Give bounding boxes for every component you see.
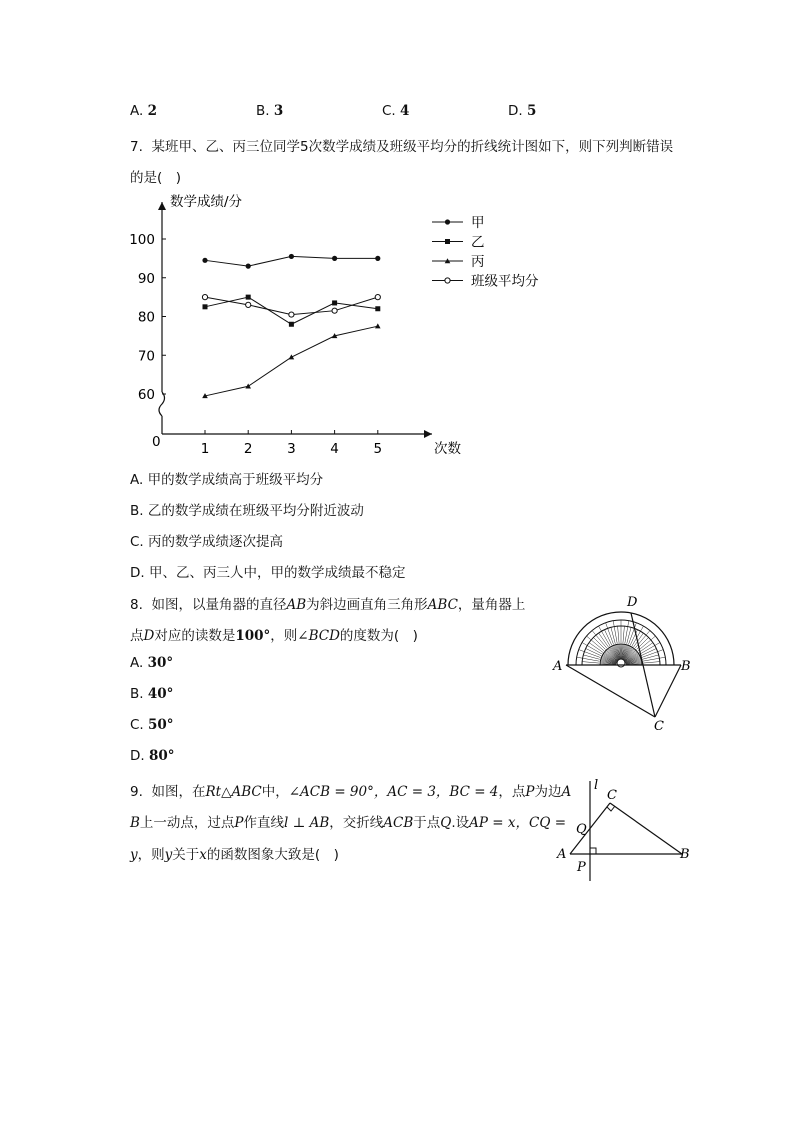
- origin-label: 0: [152, 434, 161, 450]
- label-a: A: [557, 847, 567, 862]
- q8-option-c: C. 50°: [130, 717, 174, 733]
- data-point: [375, 295, 380, 300]
- protractor-tick: [640, 643, 660, 655]
- x-tick-label: 3: [287, 441, 296, 457]
- q9-triangle-figure: [552, 775, 702, 885]
- q7-line-chart: [125, 192, 565, 462]
- data-point: [246, 295, 251, 300]
- y-axis-label: 数学成绩/分: [170, 194, 243, 210]
- protractor-tick: [625, 621, 629, 644]
- data-point: [245, 383, 251, 388]
- series-1: [202, 254, 380, 269]
- y-tick-label: 70: [137, 348, 155, 365]
- y-axis-break: [159, 392, 165, 416]
- protractor-tick: [582, 662, 599, 663]
- data-point: [246, 302, 251, 307]
- x-tick-label: 4: [330, 441, 339, 457]
- legend-item: [432, 215, 485, 231]
- legend-marker: [445, 278, 450, 283]
- protractor-tick: [643, 657, 666, 661]
- q6-option-a: A. 2: [130, 103, 157, 119]
- q8-option-a: A. 30°: [130, 655, 174, 671]
- y-tick-label: 60: [137, 387, 155, 403]
- x-axis-arrow: [424, 430, 432, 438]
- q8-option-d: D. 80°: [130, 748, 175, 764]
- data-point: [375, 256, 380, 261]
- protractor-tick: [642, 650, 664, 658]
- q7-option-a: A. 甲的数学成绩高于班级平均分: [130, 472, 324, 488]
- data-point: [289, 254, 294, 259]
- q9-stem-line2: B上一动点，过点P作直线l ⊥ AB，交折线ACB于点Q.设AP = x，CQ =: [130, 815, 567, 831]
- legend-marker: [445, 239, 450, 244]
- q7-stem-line2: 的是( ): [130, 170, 182, 186]
- series-3: [202, 323, 380, 398]
- protractor-tick: [618, 626, 619, 643]
- series-2: [203, 295, 381, 327]
- series-line: [205, 297, 378, 324]
- y-tick-label: 100: [129, 232, 155, 248]
- right-angle-mark-p: [590, 848, 596, 854]
- legend-item: [432, 274, 539, 290]
- label-l: l: [594, 778, 599, 793]
- data-point: [202, 295, 207, 300]
- data-point: [375, 306, 380, 311]
- x-axis-label: 次数: [434, 441, 461, 457]
- right-angle-mark-c: [607, 806, 615, 811]
- protractor-tick: [623, 626, 624, 643]
- data-point: [203, 304, 208, 309]
- legend-label: 甲: [471, 215, 485, 231]
- label-q: Q: [576, 822, 587, 837]
- protractor-tick: [606, 623, 614, 645]
- protractor-tick: [582, 643, 602, 655]
- segment-cb: [610, 803, 682, 854]
- segment-bc: [655, 665, 681, 717]
- legend-marker: [445, 219, 450, 224]
- legend-item: [432, 235, 485, 251]
- x-tick-label: 1: [200, 441, 210, 457]
- q7-option-d: D. 甲、乙、丙三人中，甲的数学成绩最不稳定: [130, 565, 406, 581]
- label-p: P: [577, 860, 586, 875]
- data-point: [289, 312, 294, 317]
- y-axis-arrow: [158, 202, 166, 210]
- q8-stem-line2: 点D对应的读数是100°，则∠BCD的度数为( ): [130, 628, 418, 644]
- data-point: [289, 354, 295, 359]
- segment-ac: [566, 665, 655, 717]
- legend-item: [432, 254, 485, 270]
- protractor-tick: [587, 636, 605, 651]
- protractor-tick: [599, 626, 611, 646]
- data-point: [375, 323, 381, 328]
- protractor-tick: [577, 657, 600, 661]
- data-point: [246, 264, 251, 269]
- label-c: C: [654, 719, 664, 734]
- data-point: [332, 256, 337, 261]
- q8-option-b: B. 40°: [130, 686, 174, 702]
- protractor-tick: [592, 631, 607, 649]
- q7-stem-text: 某班甲、乙、丙三位同学5次数学成绩及班级平均分的折线统计图如下，则下列判断错误: [151, 139, 674, 155]
- q8-stem-line1: 8. 如图，以量角器的直径AB为斜边画直角三角形ABC，量角器上: [130, 597, 526, 613]
- y-tick-label: 80: [137, 309, 155, 326]
- q7-number: 7.: [130, 139, 143, 155]
- q6-option-c: C. 4: [382, 103, 410, 119]
- label-d: D: [627, 595, 638, 610]
- q8-protractor-figure: [548, 592, 708, 742]
- q7-stem-line1: [130, 135, 673, 155]
- protractor-center-hole: [617, 659, 625, 667]
- label-c: C: [607, 788, 617, 803]
- q7-option-b: B. 乙的数学成绩在班级平均分附近波动: [130, 503, 364, 519]
- label-b: B: [680, 847, 690, 862]
- label-b: B: [681, 659, 691, 674]
- protractor-tick: [643, 662, 660, 663]
- q9-stem-line3: y，则y关于x的函数图象大致是( ): [130, 847, 339, 863]
- x-tick-label: 5: [373, 441, 383, 457]
- q7-option-c: C. 丙的数学成绩逐次提高: [130, 534, 284, 550]
- data-point: [202, 258, 207, 263]
- protractor-tick: [638, 636, 656, 651]
- series-line: [205, 326, 378, 396]
- protractor-tick: [579, 650, 601, 658]
- y-tick-label: 90: [137, 270, 155, 287]
- data-point: [332, 308, 337, 313]
- legend-label: 班级平均分: [471, 273, 539, 290]
- legend-label: 乙: [471, 234, 485, 251]
- x-tick-label: 2: [243, 441, 253, 457]
- label-a: A: [553, 659, 563, 674]
- data-point: [332, 300, 337, 305]
- data-point: [289, 322, 294, 327]
- protractor-tick: [613, 621, 617, 644]
- legend-label: 丙: [471, 254, 485, 270]
- q9-stem-line1: 9. 如图，在Rt△ABC中，∠ACB = 90°，AC = 3，BC = 4，点P为边A: [130, 784, 572, 800]
- q6-option-b: B. 3: [256, 103, 284, 119]
- q6-option-d: D. 5: [508, 103, 537, 119]
